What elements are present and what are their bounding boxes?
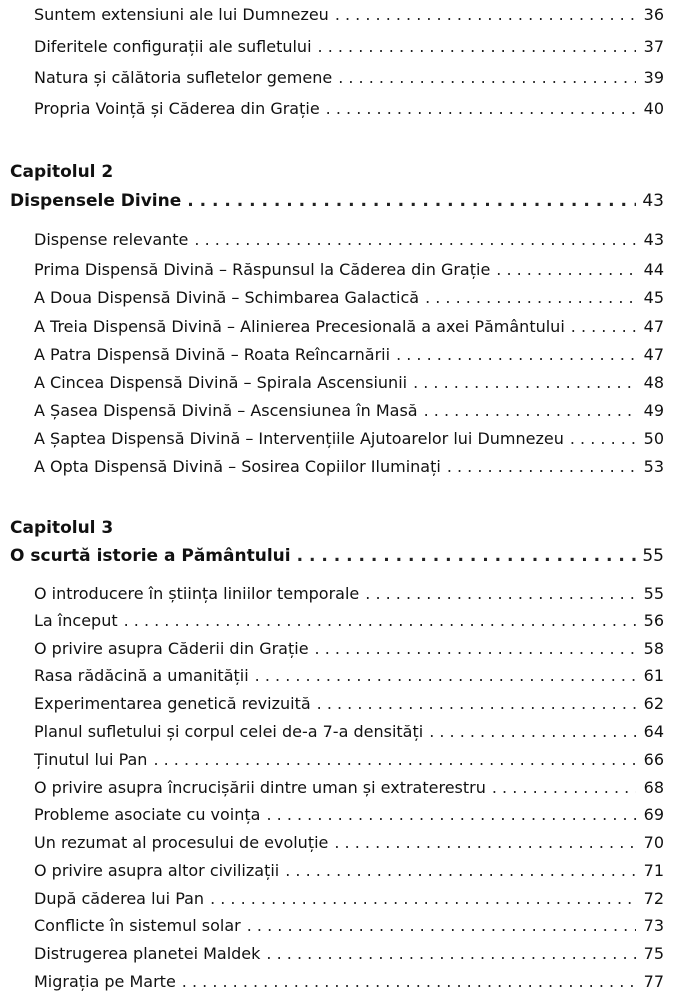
- toc-entry[interactable]: [34, 720, 664, 744]
- toc-entry-page: 69: [643, 805, 664, 824]
- toc-entry-page: 66: [643, 750, 664, 769]
- toc-entry-title: A Opta Dispensă Divină – Sosirea Copiilor Iluminați: [34, 457, 441, 476]
- toc-entry-page: 72: [643, 889, 664, 908]
- toc-entry[interactable]: [34, 914, 664, 938]
- dot-leader: [153, 748, 636, 772]
- toc-entry[interactable]: [34, 664, 664, 688]
- chapter-title: Dispensele Divine: [10, 191, 182, 211]
- toc-entry-page: 49: [643, 401, 664, 420]
- toc-entry[interactable]: [34, 286, 664, 310]
- dot-leader: [285, 859, 636, 883]
- toc-entry[interactable]: [34, 942, 664, 966]
- toc-entry-title: Rasa rădăcină a umanității: [34, 666, 249, 685]
- toc-entry-page: 73: [643, 916, 664, 935]
- dot-leader: [335, 3, 636, 27]
- dot-leader: [255, 664, 636, 688]
- dot-leader: [396, 343, 636, 367]
- toc-entry[interactable]: [34, 582, 664, 606]
- dot-leader: [266, 803, 636, 827]
- chapter-label: Capitolul 3: [10, 518, 114, 538]
- toc-entry[interactable]: [34, 637, 664, 661]
- toc-entry-page: 40: [643, 99, 664, 118]
- toc-entry-page: 55: [643, 584, 664, 603]
- toc-entry[interactable]: [34, 692, 664, 716]
- dot-leader: [447, 455, 636, 479]
- toc-entry-title: A Treia Dispensă Divină – Alinierea Precesională a axei Pământului: [34, 317, 565, 336]
- dot-leader: [429, 720, 636, 744]
- toc-entry-page: 68: [643, 778, 664, 797]
- dot-leader: [210, 887, 636, 911]
- toc-entry-title: Migrația pe Marte: [34, 972, 176, 991]
- toc-entry-title: Distrugerea planetei Maldek: [34, 944, 261, 963]
- toc-entry-title: După căderea lui Pan: [34, 889, 205, 908]
- toc-entry-page: 43: [643, 230, 664, 249]
- dot-leader: [571, 315, 636, 339]
- toc-entry-title: Natura și călătoria sufletelor gemene: [34, 68, 333, 87]
- dot-leader: [338, 66, 636, 90]
- dot-leader: [247, 914, 636, 938]
- toc-entry-page: 77: [643, 972, 664, 991]
- toc-entry-page: 47: [643, 317, 664, 336]
- dot-leader: [413, 371, 636, 395]
- dot-leader: [297, 544, 636, 568]
- toc-entry-page: 47: [643, 345, 664, 364]
- toc-entry-title: Propria Voință și Căderea din Grație: [34, 99, 320, 118]
- chapter-label: Capitolul 2: [10, 162, 114, 182]
- toc-entry-page: 75: [643, 944, 664, 963]
- toc-entry-title: Conflicte în sistemul solar: [34, 916, 241, 935]
- dot-leader: [570, 427, 636, 451]
- toc-entry-title: La început: [34, 611, 118, 630]
- toc-entry[interactable]: [34, 315, 664, 339]
- toc-entry[interactable]: [34, 228, 664, 252]
- dot-leader: [124, 609, 636, 633]
- toc-entry[interactable]: [34, 803, 664, 827]
- toc-entry[interactable]: [34, 371, 664, 395]
- dot-leader: [194, 228, 636, 252]
- dot-leader: [425, 286, 636, 310]
- toc-entry[interactable]: [34, 343, 664, 367]
- dot-leader: [182, 970, 636, 994]
- dot-leader: [492, 776, 636, 800]
- dot-leader: [315, 637, 636, 661]
- chapter-page: 43: [642, 191, 664, 211]
- toc-entry-page: 58: [643, 639, 664, 658]
- chapter-page: 55: [642, 546, 664, 566]
- toc-entry[interactable]: [34, 97, 664, 121]
- toc-entry[interactable]: [34, 970, 664, 994]
- toc-entry[interactable]: [34, 399, 664, 423]
- toc-entry-page: 50: [643, 429, 664, 448]
- toc-entry-page: 53: [643, 457, 664, 476]
- toc-entry-page: 39: [643, 68, 664, 87]
- dot-leader: [266, 942, 636, 966]
- toc-entry-title: Dispense relevante: [34, 230, 189, 249]
- dot-leader: [334, 831, 636, 855]
- toc-entry-title: Diferitele configurații ale sufletului: [34, 37, 312, 56]
- toc-entry[interactable]: [34, 3, 664, 27]
- dot-leader: [187, 189, 636, 213]
- dot-leader: [326, 97, 636, 121]
- toc-entry-title: O privire asupra încrucișării dintre uman și extraterestru: [34, 778, 486, 797]
- toc-entry[interactable]: [34, 887, 664, 911]
- toc-entry[interactable]: [34, 776, 664, 800]
- toc-entry[interactable]: [34, 66, 664, 90]
- dot-leader: [317, 692, 636, 716]
- chapter-title: O scurtă istorie a Pământului: [10, 546, 291, 566]
- toc-entry-page: 48: [643, 373, 664, 392]
- toc-entry-page: 56: [643, 611, 664, 630]
- toc-entry-title: O introducere în știința liniilor temporale: [34, 584, 360, 603]
- toc-entry-page: 64: [643, 722, 664, 741]
- toc-entry-title: Probleme asociate cu voința: [34, 805, 261, 824]
- toc-entry-page: 36: [643, 5, 664, 24]
- toc-entry[interactable]: [34, 609, 664, 633]
- toc-entry-title: Un rezumat al procesului de evoluție: [34, 833, 329, 852]
- toc-entry-page: 61: [643, 666, 664, 685]
- toc-entry-title: A Doua Dispensă Divină – Schimbarea Galactică: [34, 288, 420, 307]
- dot-leader: [424, 399, 636, 423]
- toc-entry[interactable]: [34, 427, 664, 451]
- toc-entry-title: Planul sufletului și corpul celei de-a 7-a densități: [34, 722, 424, 741]
- toc-entry-title: Experimentarea genetică revizuită: [34, 694, 311, 713]
- toc-entry-page: 70: [643, 833, 664, 852]
- chapter-title-entry[interactable]: [10, 189, 664, 213]
- toc-entry-page: 71: [643, 861, 664, 880]
- toc-entry-page: 62: [643, 694, 664, 713]
- toc-entry[interactable]: [34, 258, 664, 282]
- toc-entry[interactable]: [34, 859, 664, 883]
- toc-entry-title: A Șaptea Dispensă Divină – Intervențiile Ajutoarelor lui Dumnezeu: [34, 429, 564, 448]
- dot-leader: [365, 582, 636, 606]
- toc-entry[interactable]: [34, 831, 664, 855]
- toc-entry[interactable]: [34, 748, 664, 772]
- toc-entry-title: Suntem extensiuni ale lui Dumnezeu: [34, 5, 329, 24]
- toc-entry-title: A Șasea Dispensă Divină – Ascensiunea în Masă: [34, 401, 418, 420]
- toc-entry-page: 44: [643, 260, 664, 279]
- toc-entry-page: 45: [643, 288, 664, 307]
- toc-entry-page: 37: [643, 37, 664, 56]
- toc-entry-title: A Cincea Dispensă Divină – Spirala Ascensiunii: [34, 373, 408, 392]
- toc-entry-title: A Patra Dispensă Divină – Roata Reîncarnării: [34, 345, 391, 364]
- toc-entry[interactable]: [34, 35, 664, 59]
- toc-entry-title: Prima Dispensă Divină – Răspunsul la Căderea din Grație: [34, 260, 491, 279]
- toc-entry-title: Ținutul lui Pan: [34, 750, 148, 769]
- toc-entry-title: O privire asupra Căderii din Grație: [34, 639, 309, 658]
- toc-entry-title: O privire asupra altor civilizații: [34, 861, 280, 880]
- dot-leader: [318, 35, 636, 59]
- toc-entry[interactable]: [34, 455, 664, 479]
- dot-leader: [496, 258, 636, 282]
- chapter-title-entry[interactable]: [10, 544, 664, 568]
